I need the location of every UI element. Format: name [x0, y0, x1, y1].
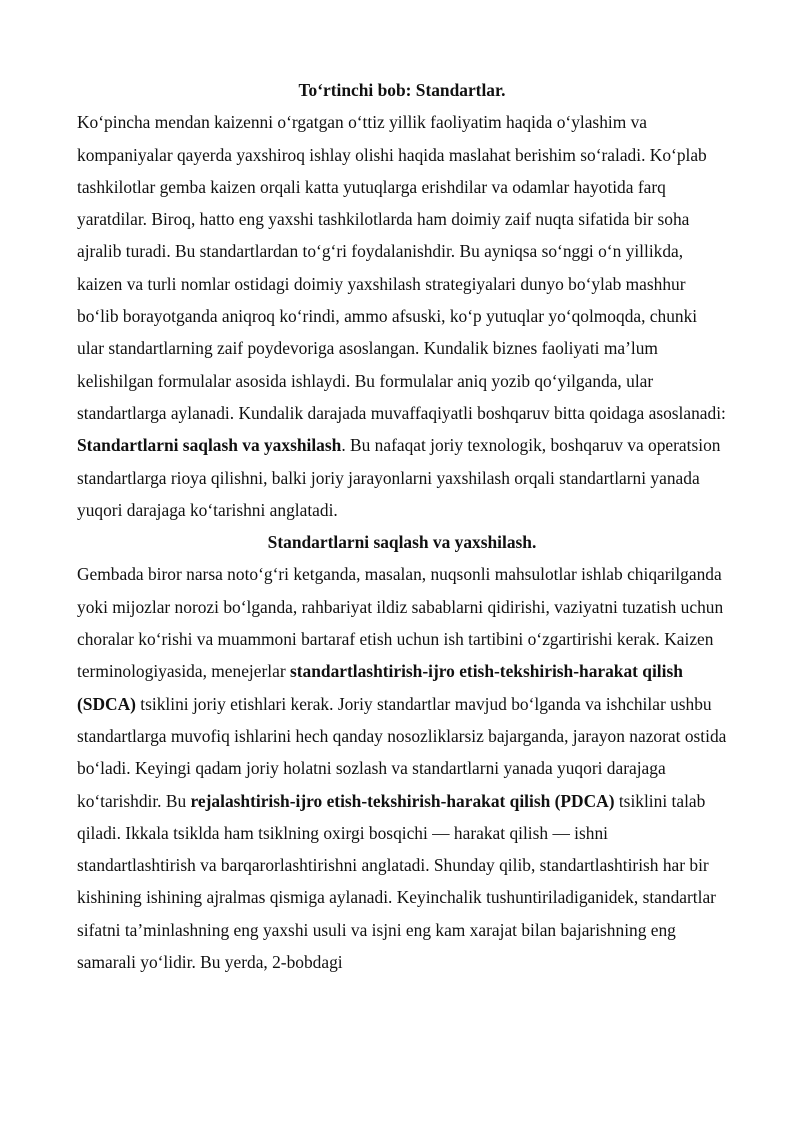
bold-phrase-pdca: rejalashtirish-ijro etish-tekshirish-harakat qilish (PDCA)	[190, 790, 615, 811]
paragraph-gemba-text-1: Gembada biror narsa noto‘g‘ri ketganda, masalan, nuqsonli mahsulotlar ishlab chiqarilganda yoki mijozlar norozi bo‘lganda, rahbariyat ildiz sabablarni qidirishi, vaziyatni tuzatish uchun choralar ko‘rishi va muammoni bartaraf etish uchun ish tartibini o‘zgartirishi kerak. Kaizen terminologiyasida, menejerlar	[77, 564, 724, 682]
document-body	[77, 74, 727, 978]
paragraph-intro-text-end: . Bu nafaqat joriy texnologik, boshqaruv va operatsion standartlarga rioya qilishni, balki joriy jarayonlarni yaxshilash orqali standartlarni yanada yuqori darajaga ko‘tarishni anglatadi.	[77, 435, 721, 520]
bold-phrase-sdca: standartlashtirish-ijro etish-tekshirish-harakat qilish (SDCA)	[77, 661, 683, 714]
paragraph-gemba	[77, 558, 727, 978]
chapter-title: To‘rtinchi bob: Standartlar.	[298, 80, 506, 100]
section-heading: Standartlarni saqlash va yaxshilash.	[267, 532, 537, 553]
paragraph-gemba-text-3: tsiklini talab qiladi. Ikkala tsiklda ham tsiklning oxirgi bosqichi — harakat qilish — ishni standartlashtirish va barqarorlashtirishni anglatadi. Shunday qilib, standartlashtirish har bir kishining ishining ajralmas qismiga aylanadi. Keyinchalik tushuntiriladiganidek, standartlar sifatni ta’minlashning eng yaxshi usuli va isjni eng kam xarajat bilan bajarishning eng samarali yo‘lidir. Bu yerda, 2-bobdagi	[77, 790, 716, 973]
paragraph-intro-text: Ko‘pincha mendan kaizenni o‘rgatgan o‘ttiz yillik faoliyatim haqida o‘ylashim va kompaniyalar qayerda yaxshiroq ishlay olishi haqida maslahat berishim so‘raladi. Ko‘plab tashkilotlar gemba kaizen orqali katta yutuqlarga erishdilar va odamlar hayotida farq yaratdilar. Biroq, hatto eng yaxshi tashkilotlarda ham doimiy zaif nuqta sifatida bir soha ajralib turadi. Bu standartlardan to‘g‘ri foydalanishdir. Bu ayniqsa so‘nggi o‘n yillikda, kaizen va turli nomlar ostidagi doimiy yaxshilash strategiyalari dunyo bo‘ylab mashhur bo‘lib borayotganda aniqroq ko‘rindi, ammo afsuski, ko‘p yutuqlar yo‘qolmoqda, chunki ular standartlarning zaif poydevoriga asoslangan. Kundalik biznes faoliyati ma’lum kelishilgan formulalar asosida ishlaydi. Bu formulalar aniq yozib qo‘yilganda, ular standartlarga aylanadi. Kundalik darajada muvaffaqiyatli boshqaruv bitta qoidaga asoslanadi:	[77, 112, 726, 423]
paragraph-gemba-text-2: tsiklini joriy etishlari kerak. Joriy standartlar mavjud bo‘lganda va ishchilar ushbu standartlarga muvofiq ishlarini hech qanday nosozliklarsiz bajarganda, jarayon nazorat ostida bo‘ladi. Keyingi qadam joriy holatni sozlash va standartlarni yanada yuqori darajaga ko‘tarishdir. Bu	[77, 693, 727, 811]
paragraph-intro	[77, 106, 727, 526]
bold-phrase-standards: Standartlarni saqlash va yaxshilash	[77, 435, 342, 456]
